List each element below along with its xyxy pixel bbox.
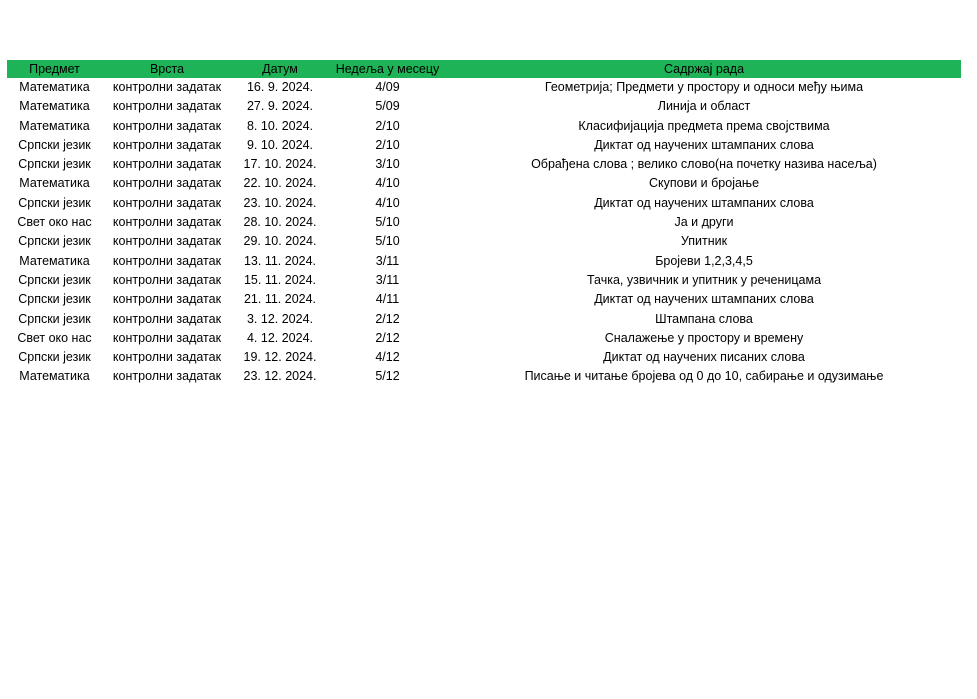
cell-date: 16. 9. 2024. xyxy=(246,80,314,94)
cell-subject: Српски језик xyxy=(18,234,91,249)
cell-content: Штампана слова xyxy=(655,311,753,326)
cell-date: 3. 12. 2024. xyxy=(246,311,314,326)
table-row xyxy=(7,348,961,367)
table-row xyxy=(7,136,961,155)
cell-date: 13. 11. 2024. xyxy=(243,253,317,268)
table-row xyxy=(7,213,961,232)
table-row xyxy=(7,329,961,348)
cell-content: Тачка, узвичник и упитник у реченицама xyxy=(586,272,822,287)
cell-subject: Српски језик xyxy=(18,157,91,172)
cell-type: контролни задатак xyxy=(112,350,222,365)
cell-date: 21. 11. 2024. xyxy=(243,292,317,307)
cell-content: Скупови и бројање xyxy=(648,176,760,191)
cell-week: 2/10 xyxy=(375,118,400,133)
cell-content: Ја и други xyxy=(674,215,734,230)
table-row xyxy=(7,155,961,174)
table-row xyxy=(7,174,961,193)
table-row xyxy=(7,97,961,116)
cell-week: 2/12 xyxy=(375,330,400,345)
cell-week: 5/09 xyxy=(375,99,400,114)
cell-week: 4/12 xyxy=(375,350,400,365)
cell-subject: Српски језик xyxy=(18,272,91,287)
cell-date: 23. 10. 2024. xyxy=(243,195,317,210)
cell-content: Бројеви 1,2,3,4,5 xyxy=(655,253,753,268)
table-row xyxy=(7,232,961,251)
table-row xyxy=(7,367,961,386)
header-date: Датум xyxy=(262,62,298,76)
cell-content: Класифијација предмета према својствима xyxy=(578,118,830,133)
cell-type: контролни задатак xyxy=(112,176,222,191)
cell-type: контролни задатак xyxy=(112,330,222,345)
cell-subject: Математика xyxy=(19,176,90,191)
table-header-row xyxy=(7,60,961,78)
cell-type: контролни задатак xyxy=(112,292,222,307)
cell-week: 3/11 xyxy=(375,253,400,268)
cell-week: 3/10 xyxy=(375,157,400,172)
table-row xyxy=(7,310,961,329)
cell-type: контролни задатак xyxy=(112,137,222,152)
cell-date: 27. 9. 2024. xyxy=(246,99,314,114)
cell-date: 22. 10. 2024. xyxy=(243,176,317,191)
cell-subject: Српски језик xyxy=(18,292,91,307)
header-subject: Предмет xyxy=(29,62,80,76)
cell-type: контролни задатак xyxy=(112,195,222,210)
table-row xyxy=(7,194,961,213)
cell-content: Упитник xyxy=(680,234,728,249)
cell-date: 15. 11. 2024. xyxy=(243,272,317,287)
cell-subject: Српски језик xyxy=(18,137,91,152)
cell-type: контролни задатак xyxy=(112,253,222,268)
cell-content: Линија и област xyxy=(657,99,751,114)
cell-subject: Српски језик xyxy=(18,350,91,365)
cell-content: Диктат од научених писаних слова xyxy=(603,350,805,365)
cell-date: 4. 12. 2024. xyxy=(246,330,314,345)
table-row xyxy=(7,290,961,309)
header-week: Недеља у месецу xyxy=(335,62,440,76)
cell-content: Обрађена слова ; велико слово(на почетку назива насеља) xyxy=(531,157,877,172)
cell-week: 5/10 xyxy=(375,215,400,230)
table-row xyxy=(7,78,961,97)
table-row xyxy=(7,117,961,136)
cell-type: контролни задатак xyxy=(112,369,222,384)
cell-subject: Математика xyxy=(19,369,90,384)
cell-type: контролни задатак xyxy=(112,311,222,326)
cell-week: 4/09 xyxy=(375,80,400,94)
cell-date: 23. 12. 2024. xyxy=(243,369,317,384)
cell-week: 4/11 xyxy=(375,292,400,307)
cell-week: 4/10 xyxy=(375,195,400,210)
cell-subject: Свет око нас xyxy=(17,215,92,230)
cell-date: 17. 10. 2024. xyxy=(243,157,317,172)
table-body xyxy=(7,78,961,387)
cell-content: Писање и читање бројева од 0 до 10, сабирање и одузимање xyxy=(524,369,884,384)
cell-subject: Математика xyxy=(19,253,90,268)
cell-date: 9. 10. 2024. xyxy=(246,137,314,152)
cell-type: контролни задатак xyxy=(112,157,222,172)
header-content: Садржај рада xyxy=(663,62,745,76)
cell-date: 8. 10. 2024. xyxy=(246,118,314,133)
cell-subject: Математика xyxy=(19,99,90,114)
cell-week: 2/10 xyxy=(375,137,400,152)
cell-type: контролни задатак xyxy=(112,215,222,230)
header-type: Врста xyxy=(149,62,185,76)
cell-date: 29. 10. 2024. xyxy=(243,234,317,249)
cell-date: 19. 12. 2024. xyxy=(243,350,317,365)
cell-content: Сналажење у простору и времену xyxy=(604,330,804,345)
cell-type: контролни задатак xyxy=(112,80,222,94)
cell-type: контролни задатак xyxy=(112,272,222,287)
cell-subject: Српски језик xyxy=(18,195,91,210)
cell-subject: Математика xyxy=(19,80,90,94)
cell-type: контролни задатак xyxy=(112,118,222,133)
cell-week: 3/11 xyxy=(375,272,400,287)
table-row xyxy=(7,252,961,271)
cell-content: Диктат од научених штампаних слова xyxy=(594,137,814,152)
cell-date: 28. 10. 2024. xyxy=(243,215,317,230)
cell-week: 5/12 xyxy=(375,369,400,384)
cell-content: Диктат од научених штампаних слова xyxy=(594,292,814,307)
test-schedule-table xyxy=(7,60,961,387)
cell-content: Диктат од научених штампаних слова xyxy=(594,195,814,210)
cell-subject: Математика xyxy=(19,118,90,133)
cell-type: контролни задатак xyxy=(112,234,222,249)
cell-week: 2/12 xyxy=(375,311,400,326)
table-row xyxy=(7,271,961,290)
cell-content: Геометрија; Предмети у простору и односи међу њима xyxy=(544,80,864,94)
cell-week: 5/10 xyxy=(375,234,400,249)
cell-subject: Српски језик xyxy=(18,311,91,326)
cell-subject: Свет око нас xyxy=(17,330,92,345)
cell-week: 4/10 xyxy=(375,176,400,191)
cell-type: контролни задатак xyxy=(112,99,222,114)
